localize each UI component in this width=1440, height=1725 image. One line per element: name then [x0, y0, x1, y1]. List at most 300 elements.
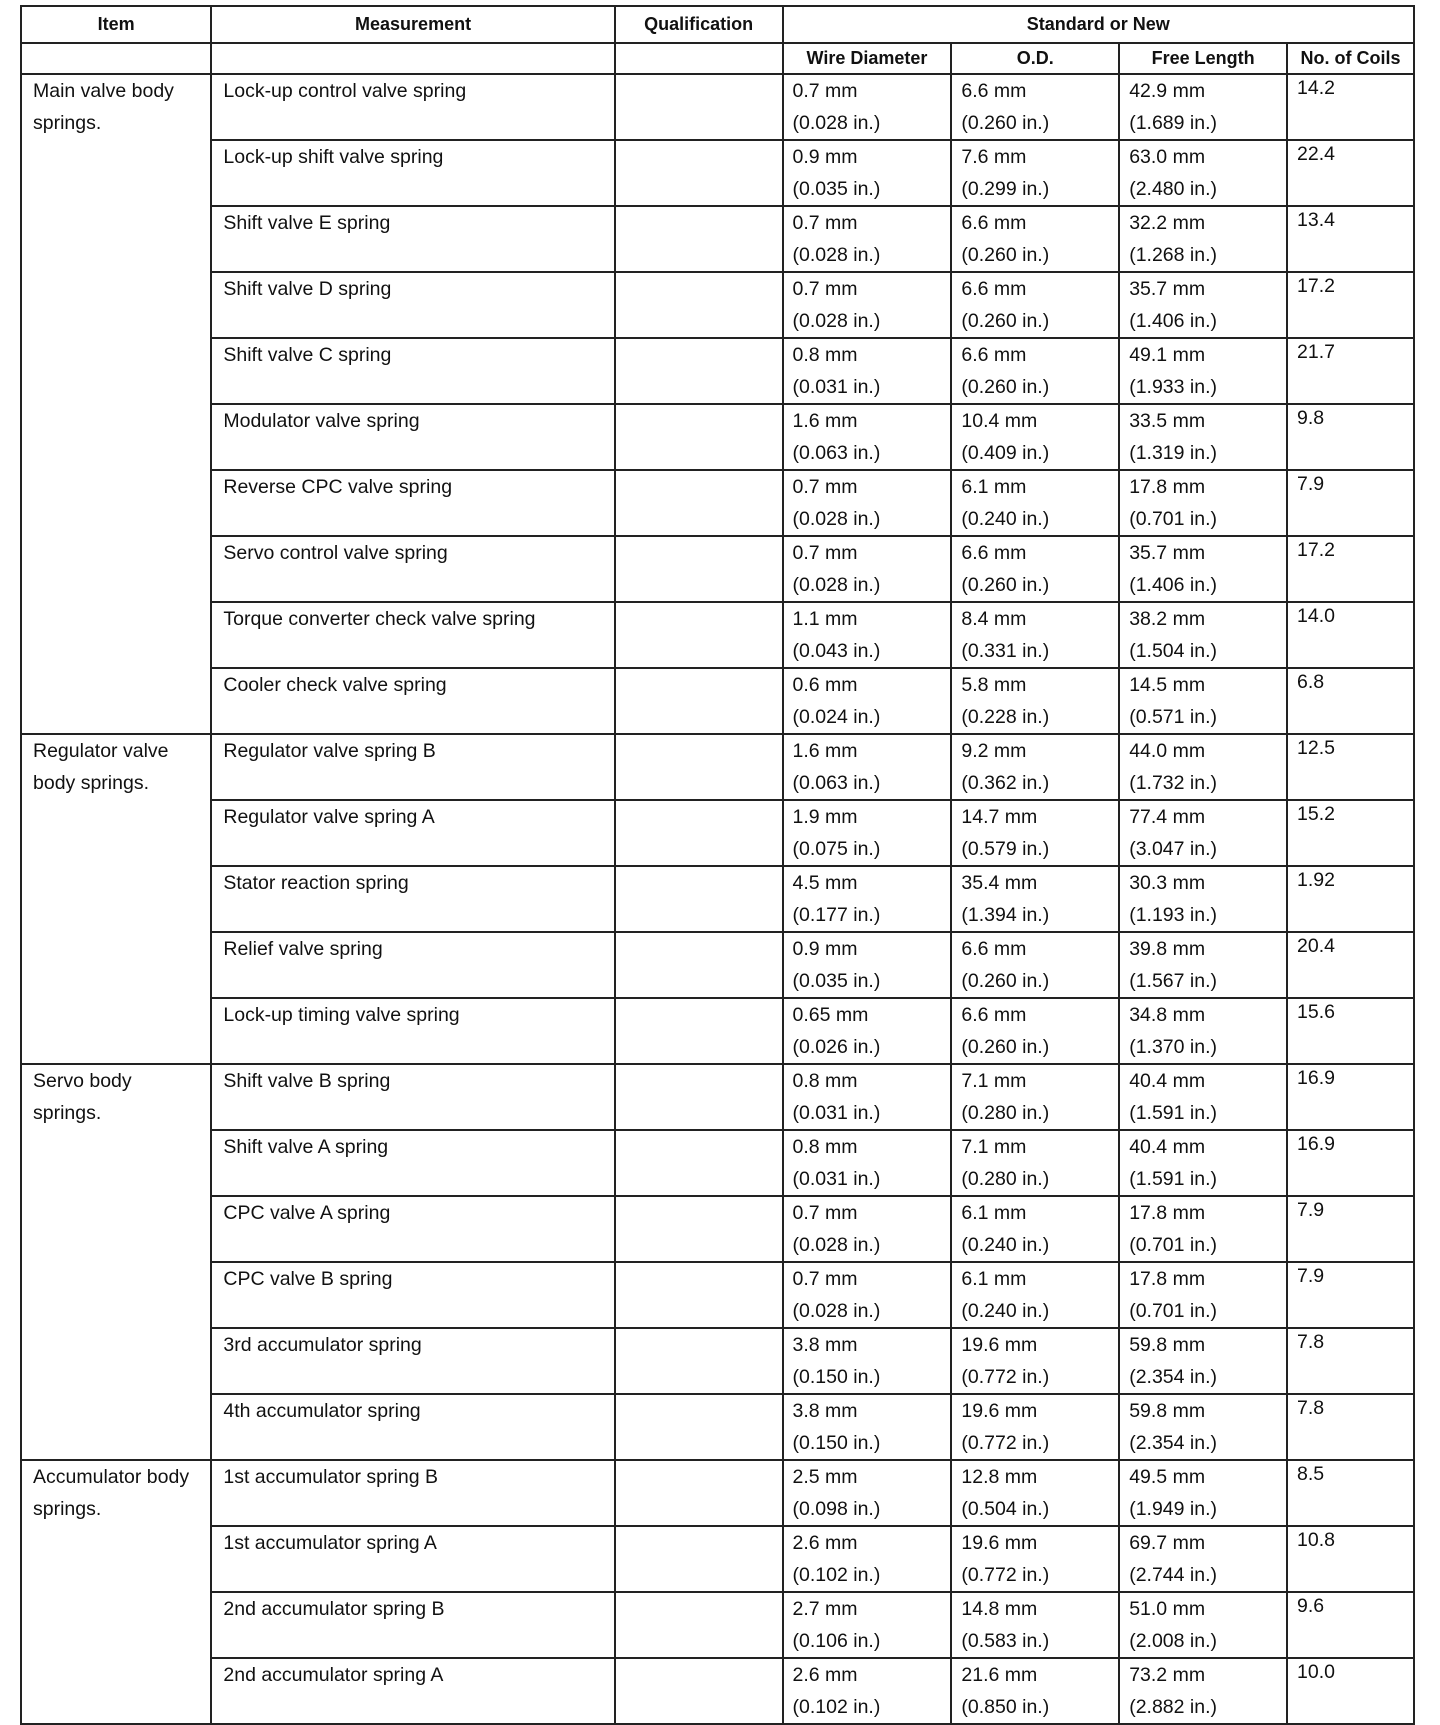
free-length-mm: 34.8 mm	[1129, 1004, 1206, 1026]
od-in: (0.772 in.)	[961, 1432, 1050, 1454]
measurement-cell: Shift valve D spring	[211, 272, 614, 338]
measurement-cell: 1st accumulator spring A	[211, 1526, 614, 1592]
wire-diameter-mm: 0.7 mm	[792, 542, 858, 564]
table-row	[21, 338, 1414, 404]
od-mm: 6.6 mm	[961, 938, 1027, 960]
od-cell	[951, 866, 1119, 932]
wire-diameter-cell	[783, 668, 952, 734]
wire-diameter-mm: 0.9 mm	[792, 938, 858, 960]
free-length-mm: 32.2 mm	[1129, 212, 1206, 234]
od-cell	[951, 1328, 1119, 1394]
od-mm: 6.6 mm	[961, 344, 1027, 366]
qualification-cell	[615, 404, 783, 470]
measurement-cell: CPC valve A spring	[211, 1196, 614, 1262]
free-length-in: (1.268 in.)	[1129, 244, 1218, 266]
free-length-cell	[1119, 1196, 1287, 1262]
od-mm: 5.8 mm	[961, 674, 1027, 696]
measurement-cell: 1st accumulator spring B	[211, 1460, 614, 1526]
wire-diameter-cell	[783, 602, 952, 668]
measurement-cell: Modulator valve spring	[211, 404, 614, 470]
qualification-cell	[615, 668, 783, 734]
header-od: O.D.	[951, 43, 1119, 74]
qualification-cell	[615, 1328, 783, 1394]
free-length-in: (1.504 in.)	[1129, 640, 1218, 662]
od-mm: 35.4 mm	[961, 872, 1038, 894]
od-in: (0.331 in.)	[961, 640, 1050, 662]
table-row	[21, 668, 1414, 734]
wire-diameter-mm: 2.6 mm	[792, 1532, 858, 1554]
no-of-coils-cell: 7.9	[1287, 470, 1414, 536]
no-of-coils-cell: 8.5	[1287, 1460, 1414, 1526]
od-in: (0.280 in.)	[961, 1168, 1050, 1190]
wire-diameter-mm: 1.6 mm	[792, 740, 858, 762]
qualification-cell	[615, 1064, 783, 1130]
od-mm: 6.1 mm	[961, 476, 1027, 498]
wire-diameter-in: (0.106 in.)	[792, 1630, 881, 1652]
od-cell	[951, 536, 1119, 602]
free-length-cell	[1119, 470, 1287, 536]
table-row	[21, 1262, 1414, 1328]
measurement-cell: 2nd accumulator spring B	[211, 1592, 614, 1658]
free-length-mm: 44.0 mm	[1129, 740, 1206, 762]
od-mm: 8.4 mm	[961, 608, 1027, 630]
od-cell	[951, 1196, 1119, 1262]
wire-diameter-cell	[783, 800, 952, 866]
free-length-cell	[1119, 602, 1287, 668]
od-cell	[951, 206, 1119, 272]
od-cell	[951, 800, 1119, 866]
od-in: (0.850 in.)	[961, 1696, 1050, 1718]
wire-diameter-cell	[783, 74, 952, 140]
wire-diameter-in: (0.035 in.)	[792, 970, 881, 992]
wire-diameter-cell	[783, 1658, 952, 1724]
od-in: (0.260 in.)	[961, 1036, 1050, 1058]
free-length-cell	[1119, 800, 1287, 866]
free-length-cell	[1119, 1328, 1287, 1394]
free-length-in: (2.480 in.)	[1129, 178, 1218, 200]
od-mm: 6.6 mm	[961, 80, 1027, 102]
wire-diameter-in: (0.043 in.)	[792, 640, 881, 662]
wire-diameter-cell	[783, 536, 952, 602]
table-row	[21, 1460, 1414, 1526]
free-length-in: (2.354 in.)	[1129, 1432, 1218, 1454]
item-group-label: Main valve body springs.	[21, 74, 211, 734]
wire-diameter-mm: 2.7 mm	[792, 1598, 858, 1620]
free-length-mm: 30.3 mm	[1129, 872, 1206, 894]
no-of-coils-cell: 12.5	[1287, 734, 1414, 800]
no-of-coils-cell: 9.8	[1287, 404, 1414, 470]
od-mm: 6.1 mm	[961, 1268, 1027, 1290]
od-mm: 6.6 mm	[961, 212, 1027, 234]
free-length-mm: 69.7 mm	[1129, 1532, 1206, 1554]
wire-diameter-in: (0.035 in.)	[792, 178, 881, 200]
free-length-cell	[1119, 1262, 1287, 1328]
free-length-cell	[1119, 668, 1287, 734]
free-length-cell	[1119, 1394, 1287, 1460]
qualification-cell	[615, 470, 783, 536]
wire-diameter-in: (0.102 in.)	[792, 1564, 881, 1586]
wire-diameter-cell	[783, 932, 952, 998]
od-in: (0.579 in.)	[961, 838, 1050, 860]
free-length-cell	[1119, 932, 1287, 998]
od-mm: 6.6 mm	[961, 1004, 1027, 1026]
table-row	[21, 800, 1414, 866]
qualification-cell	[615, 206, 783, 272]
od-cell	[951, 932, 1119, 998]
free-length-cell	[1119, 734, 1287, 800]
table-row	[21, 272, 1414, 338]
free-length-cell	[1119, 1064, 1287, 1130]
no-of-coils-cell: 21.7	[1287, 338, 1414, 404]
no-of-coils-cell: 13.4	[1287, 206, 1414, 272]
od-in: (0.240 in.)	[961, 1300, 1050, 1322]
header-row-secondary	[21, 43, 1414, 74]
free-length-mm: 59.8 mm	[1129, 1334, 1206, 1356]
od-in: (0.260 in.)	[961, 112, 1050, 134]
qualification-cell	[615, 140, 783, 206]
free-length-in: (0.701 in.)	[1129, 508, 1218, 530]
table-row	[21, 866, 1414, 932]
wire-diameter-in: (0.075 in.)	[792, 838, 881, 860]
table-row	[21, 140, 1414, 206]
wire-diameter-mm: 0.7 mm	[792, 1268, 858, 1290]
measurement-cell: Torque converter check valve spring	[211, 602, 614, 668]
free-length-in: (0.701 in.)	[1129, 1300, 1218, 1322]
wire-diameter-mm: 0.8 mm	[792, 1070, 858, 1092]
wire-diameter-in: (0.031 in.)	[792, 1102, 881, 1124]
od-cell	[951, 470, 1119, 536]
measurement-cell: Relief valve spring	[211, 932, 614, 998]
od-cell	[951, 1526, 1119, 1592]
free-length-mm: 33.5 mm	[1129, 410, 1206, 432]
header-blank	[211, 43, 614, 74]
qualification-cell	[615, 602, 783, 668]
wire-diameter-cell	[783, 866, 952, 932]
wire-diameter-mm: 0.8 mm	[792, 1136, 858, 1158]
free-length-cell	[1119, 1658, 1287, 1724]
no-of-coils-cell: 17.2	[1287, 272, 1414, 338]
free-length-in: (1.567 in.)	[1129, 970, 1218, 992]
free-length-mm: 63.0 mm	[1129, 146, 1206, 168]
wire-diameter-mm: 0.7 mm	[792, 476, 858, 498]
measurement-cell: Stator reaction spring	[211, 866, 614, 932]
measurement-cell: Cooler check valve spring	[211, 668, 614, 734]
table-row	[21, 1064, 1414, 1130]
qualification-cell	[615, 1658, 783, 1724]
no-of-coils-cell: 10.0	[1287, 1658, 1414, 1724]
measurement-cell: Shift valve E spring	[211, 206, 614, 272]
free-length-cell	[1119, 1592, 1287, 1658]
od-in: (0.260 in.)	[961, 244, 1050, 266]
free-length-mm: 73.2 mm	[1129, 1664, 1206, 1686]
wire-diameter-mm: 0.7 mm	[792, 80, 858, 102]
wire-diameter-in: (0.028 in.)	[792, 310, 881, 332]
measurement-cell: CPC valve B spring	[211, 1262, 614, 1328]
qualification-cell	[615, 800, 783, 866]
table-row	[21, 74, 1414, 140]
measurement-cell: Lock-up shift valve spring	[211, 140, 614, 206]
wire-diameter-in: (0.177 in.)	[792, 904, 881, 926]
free-length-mm: 35.7 mm	[1129, 278, 1206, 300]
free-length-mm: 51.0 mm	[1129, 1598, 1206, 1620]
wire-diameter-in: (0.028 in.)	[792, 508, 881, 530]
free-length-cell	[1119, 206, 1287, 272]
free-length-in: (2.882 in.)	[1129, 1696, 1218, 1718]
od-in: (0.504 in.)	[961, 1498, 1050, 1520]
free-length-in: (1.949 in.)	[1129, 1498, 1218, 1520]
wire-diameter-in: (0.026 in.)	[792, 1036, 881, 1058]
qualification-cell	[615, 1460, 783, 1526]
wire-diameter-in: (0.150 in.)	[792, 1432, 881, 1454]
header-wire-diameter: Wire Diameter	[783, 43, 952, 74]
od-cell	[951, 602, 1119, 668]
od-cell	[951, 1592, 1119, 1658]
free-length-mm: 17.8 mm	[1129, 476, 1206, 498]
wire-diameter-in: (0.028 in.)	[792, 574, 881, 596]
od-in: (0.260 in.)	[961, 310, 1050, 332]
wire-diameter-cell	[783, 1460, 952, 1526]
wire-diameter-in: (0.098 in.)	[792, 1498, 881, 1520]
table-row	[21, 1658, 1414, 1724]
wire-diameter-mm: 1.6 mm	[792, 410, 858, 432]
free-length-in: (3.047 in.)	[1129, 838, 1218, 860]
no-of-coils-cell: 20.4	[1287, 932, 1414, 998]
free-length-cell	[1119, 1526, 1287, 1592]
no-of-coils-cell: 17.2	[1287, 536, 1414, 602]
no-of-coils-cell: 14.2	[1287, 74, 1414, 140]
od-cell	[951, 404, 1119, 470]
wire-diameter-cell	[783, 140, 952, 206]
od-in: (0.260 in.)	[961, 970, 1050, 992]
wire-diameter-in: (0.028 in.)	[792, 112, 881, 134]
table-row	[21, 932, 1414, 998]
wire-diameter-cell	[783, 1262, 952, 1328]
no-of-coils-cell: 7.8	[1287, 1394, 1414, 1460]
od-in: (0.772 in.)	[961, 1366, 1050, 1388]
qualification-cell	[615, 866, 783, 932]
free-length-in: (2.008 in.)	[1129, 1630, 1218, 1652]
wire-diameter-cell	[783, 734, 952, 800]
free-length-cell	[1119, 272, 1287, 338]
wire-diameter-mm: 0.9 mm	[792, 146, 858, 168]
table-row	[21, 404, 1414, 470]
free-length-mm: 77.4 mm	[1129, 806, 1206, 828]
od-mm: 9.2 mm	[961, 740, 1027, 762]
free-length-cell	[1119, 140, 1287, 206]
free-length-in: (1.319 in.)	[1129, 442, 1218, 464]
wire-diameter-cell	[783, 1328, 952, 1394]
od-mm: 21.6 mm	[961, 1664, 1038, 1686]
od-mm: 19.6 mm	[961, 1334, 1038, 1356]
item-group-label: Regulator valve body springs.	[21, 734, 211, 1064]
free-length-in: (1.591 in.)	[1129, 1168, 1218, 1190]
od-mm: 14.8 mm	[961, 1598, 1038, 1620]
header-qualification: Qualification	[615, 6, 783, 43]
wire-diameter-mm: 0.7 mm	[792, 278, 858, 300]
od-cell	[951, 998, 1119, 1064]
wire-diameter-in: (0.031 in.)	[792, 376, 881, 398]
od-cell	[951, 140, 1119, 206]
wire-diameter-mm: 0.6 mm	[792, 674, 858, 696]
free-length-mm: 59.8 mm	[1129, 1400, 1206, 1422]
measurement-cell: Lock-up timing valve spring	[211, 998, 614, 1064]
wire-diameter-mm: 1.9 mm	[792, 806, 858, 828]
table-row	[21, 1394, 1414, 1460]
od-in: (1.394 in.)	[961, 904, 1050, 926]
wire-diameter-mm: 2.6 mm	[792, 1664, 858, 1686]
free-length-cell	[1119, 1130, 1287, 1196]
free-length-in: (0.571 in.)	[1129, 706, 1218, 728]
qualification-cell	[615, 932, 783, 998]
free-length-mm: 14.5 mm	[1129, 674, 1206, 696]
free-length-mm: 49.1 mm	[1129, 344, 1206, 366]
wire-diameter-mm: 0.7 mm	[792, 212, 858, 234]
no-of-coils-cell: 7.9	[1287, 1262, 1414, 1328]
wire-diameter-in: (0.150 in.)	[792, 1366, 881, 1388]
item-group-label: Accumulator body springs.	[21, 1460, 211, 1724]
qualification-cell	[615, 1526, 783, 1592]
free-length-cell	[1119, 338, 1287, 404]
header-blank	[21, 43, 211, 74]
wire-diameter-in: (0.031 in.)	[792, 1168, 881, 1190]
od-mm: 10.4 mm	[961, 410, 1038, 432]
table-row	[21, 602, 1414, 668]
od-mm: 19.6 mm	[961, 1532, 1038, 1554]
free-length-cell	[1119, 404, 1287, 470]
od-in: (0.299 in.)	[961, 178, 1050, 200]
no-of-coils-cell: 7.8	[1287, 1328, 1414, 1394]
table-body	[21, 74, 1414, 1724]
measurement-cell: 4th accumulator spring	[211, 1394, 614, 1460]
od-in: (0.772 in.)	[961, 1564, 1050, 1586]
header-measurement: Measurement	[211, 6, 614, 43]
measurement-cell: 2nd accumulator spring A	[211, 1658, 614, 1724]
od-mm: 6.6 mm	[961, 278, 1027, 300]
od-mm: 7.1 mm	[961, 1070, 1027, 1092]
wire-diameter-cell	[783, 206, 952, 272]
qualification-cell	[615, 272, 783, 338]
table-row	[21, 1196, 1414, 1262]
od-in: (0.583 in.)	[961, 1630, 1050, 1652]
header-item: Item	[21, 6, 211, 43]
qualification-cell	[615, 734, 783, 800]
od-mm: 7.6 mm	[961, 146, 1027, 168]
wire-diameter-cell	[783, 272, 952, 338]
wire-diameter-cell	[783, 470, 952, 536]
od-in: (0.240 in.)	[961, 1234, 1050, 1256]
wire-diameter-mm: 1.1 mm	[792, 608, 858, 630]
wire-diameter-in: (0.063 in.)	[792, 442, 881, 464]
free-length-mm: 40.4 mm	[1129, 1136, 1206, 1158]
qualification-cell	[615, 1394, 783, 1460]
header-row-primary	[21, 6, 1414, 43]
free-length-in: (2.354 in.)	[1129, 1366, 1218, 1388]
od-mm: 6.6 mm	[961, 542, 1027, 564]
free-length-mm: 42.9 mm	[1129, 80, 1206, 102]
wire-diameter-in: (0.028 in.)	[792, 1234, 881, 1256]
no-of-coils-cell: 1.92	[1287, 866, 1414, 932]
qualification-cell	[615, 1262, 783, 1328]
free-length-in: (2.744 in.)	[1129, 1564, 1218, 1586]
wire-diameter-cell	[783, 1064, 952, 1130]
od-cell	[951, 272, 1119, 338]
wire-diameter-cell	[783, 1196, 952, 1262]
od-mm: 12.8 mm	[961, 1466, 1038, 1488]
item-group-label: Servo body springs.	[21, 1064, 211, 1460]
free-length-mm: 35.7 mm	[1129, 542, 1206, 564]
od-mm: 6.1 mm	[961, 1202, 1027, 1224]
spring-spec-table	[20, 5, 1415, 1725]
wire-diameter-in: (0.063 in.)	[792, 772, 881, 794]
wire-diameter-in: (0.028 in.)	[792, 1300, 881, 1322]
table-row	[21, 1592, 1414, 1658]
header-standard-or-new: Standard or New	[783, 6, 1414, 43]
wire-diameter-mm: 4.5 mm	[792, 872, 858, 894]
wire-diameter-in: (0.028 in.)	[792, 244, 881, 266]
wire-diameter-cell	[783, 998, 952, 1064]
od-in: (0.409 in.)	[961, 442, 1050, 464]
wire-diameter-mm: 2.5 mm	[792, 1466, 858, 1488]
od-mm: 7.1 mm	[961, 1136, 1027, 1158]
wire-diameter-cell	[783, 1130, 952, 1196]
free-length-mm: 40.4 mm	[1129, 1070, 1206, 1092]
od-cell	[951, 1460, 1119, 1526]
measurement-cell: Lock-up control valve spring	[211, 74, 614, 140]
no-of-coils-cell: 16.9	[1287, 1130, 1414, 1196]
od-in: (0.228 in.)	[961, 706, 1050, 728]
od-in: (0.362 in.)	[961, 772, 1050, 794]
wire-diameter-cell	[783, 1526, 952, 1592]
od-cell	[951, 74, 1119, 140]
table-row	[21, 1328, 1414, 1394]
free-length-cell	[1119, 998, 1287, 1064]
table-row	[21, 1130, 1414, 1196]
od-mm: 14.7 mm	[961, 806, 1038, 828]
measurement-cell: Regulator valve spring A	[211, 800, 614, 866]
qualification-cell	[615, 338, 783, 404]
wire-diameter-cell	[783, 1394, 952, 1460]
od-cell	[951, 338, 1119, 404]
wire-diameter-mm: 3.8 mm	[792, 1334, 858, 1356]
qualification-cell	[615, 998, 783, 1064]
od-cell	[951, 1262, 1119, 1328]
od-cell	[951, 668, 1119, 734]
qualification-cell	[615, 1130, 783, 1196]
header-no-of-coils: No. of Coils	[1287, 43, 1414, 74]
od-in: (0.260 in.)	[961, 376, 1050, 398]
wire-diameter-in: (0.024 in.)	[792, 706, 881, 728]
measurement-cell: Shift valve C spring	[211, 338, 614, 404]
wire-diameter-cell	[783, 1592, 952, 1658]
od-in: (0.240 in.)	[961, 508, 1050, 530]
od-in: (0.280 in.)	[961, 1102, 1050, 1124]
od-cell	[951, 734, 1119, 800]
wire-diameter-mm: 0.65 mm	[792, 1004, 869, 1026]
header-free-length: Free Length	[1119, 43, 1287, 74]
free-length-mm: 49.5 mm	[1129, 1466, 1206, 1488]
wire-diameter-mm: 3.8 mm	[792, 1400, 858, 1422]
measurement-cell: Regulator valve spring B	[211, 734, 614, 800]
free-length-in: (1.406 in.)	[1129, 574, 1218, 596]
free-length-in: (1.370 in.)	[1129, 1036, 1218, 1058]
wire-diameter-mm: 0.8 mm	[792, 344, 858, 366]
no-of-coils-cell: 10.8	[1287, 1526, 1414, 1592]
free-length-in: (1.689 in.)	[1129, 112, 1218, 134]
table-row	[21, 470, 1414, 536]
od-cell	[951, 1658, 1119, 1724]
wire-diameter-mm: 0.7 mm	[792, 1202, 858, 1224]
measurement-cell: Servo control valve spring	[211, 536, 614, 602]
